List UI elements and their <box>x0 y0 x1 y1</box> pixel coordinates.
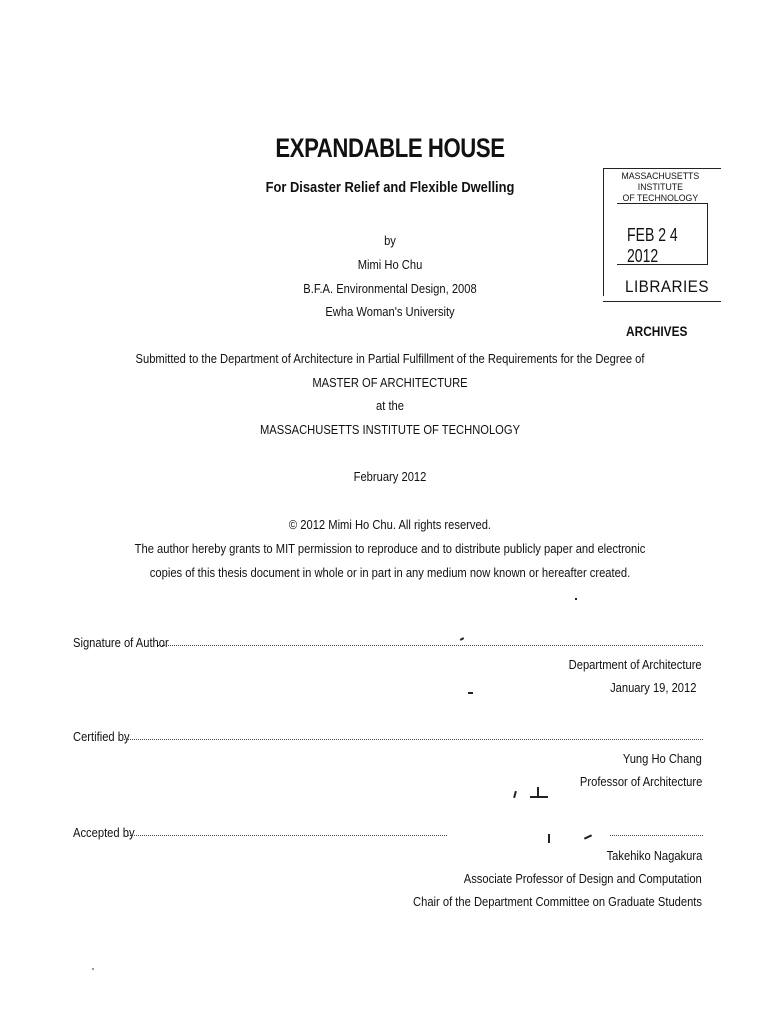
acceptor-title-1: Associate Professor of Design and Computation <box>463 871 702 886</box>
at-the: at the <box>376 398 404 413</box>
acceptor-title-2: Chair of the Department Committee on Graduate Students <box>413 894 702 909</box>
submission-statement: Submitted to the Department of Architecture in Partial Fulfillment of the Requirements for the Degree of <box>135 351 645 366</box>
signature-fragment <box>513 791 517 798</box>
certifier-title: Professor of Architecture <box>579 774 702 789</box>
acceptor-name: Takehiko Nagakura <box>606 848 702 863</box>
by-label: by <box>384 233 396 248</box>
author-signature-label: Signature of Author <box>73 635 169 650</box>
rights-grant-line-1: The author hereby grants to MIT permission to reproduce and to distribute publicly paper and electronic <box>134 541 646 556</box>
author-signature-line <box>158 645 703 646</box>
accepted-signature-line-left <box>127 835 447 836</box>
certified-by-label: Certified by <box>73 729 130 744</box>
accepted-signature-line-right <box>610 835 703 836</box>
library-stamp <box>603 168 721 302</box>
institution-name: MASSACHUSETTS INSTITUTE OF TECHNOLOGY <box>259 422 521 437</box>
accepted-by-label: Accepted by <box>73 825 135 840</box>
prior-degree: B.F.A. Environmental Design, 2008 <box>303 281 477 296</box>
scan-speck <box>575 598 577 600</box>
author-signature-date: January 19, 2012 <box>609 680 696 695</box>
signature-fragment <box>468 692 473 694</box>
stamp-libraries: LIBRARIES <box>625 277 709 296</box>
thesis-subtitle: For Disaster Relief and Flexible Dwelling <box>265 179 515 196</box>
submission-date: February 2012 <box>353 469 427 484</box>
signature-fragment <box>548 834 550 843</box>
rights-grant-line-2: copies of this thesis document in whole or in part in any medium now known or hereafter created. <box>149 565 631 580</box>
certified-signature-line <box>122 739 703 740</box>
signature-fragment <box>530 796 548 798</box>
stamp-date: FEB 2 4 2012 <box>627 225 678 266</box>
author-department: Department of Architecture <box>569 657 702 672</box>
prior-school: Ewha Woman's University <box>325 304 455 319</box>
archives-label: ARCHIVES <box>626 323 688 339</box>
author-name: Mimi Ho Chu <box>357 257 423 272</box>
certifier-name: Yung Ho Chang <box>623 751 702 766</box>
scan-speck <box>92 968 94 970</box>
signature-fragment <box>460 637 464 641</box>
copyright-notice: © 2012 Mimi Ho Chu. All rights reserved. <box>288 517 492 532</box>
thesis-title: EXPANDABLE HOUSE <box>275 133 505 163</box>
signature-fragment <box>584 834 592 839</box>
degree-name: MASTER OF ARCHITECTURE <box>312 375 468 390</box>
stamp-institution: MASSACHUSETTS INSTITUTE OF TECHNOLOGY <box>621 171 700 204</box>
